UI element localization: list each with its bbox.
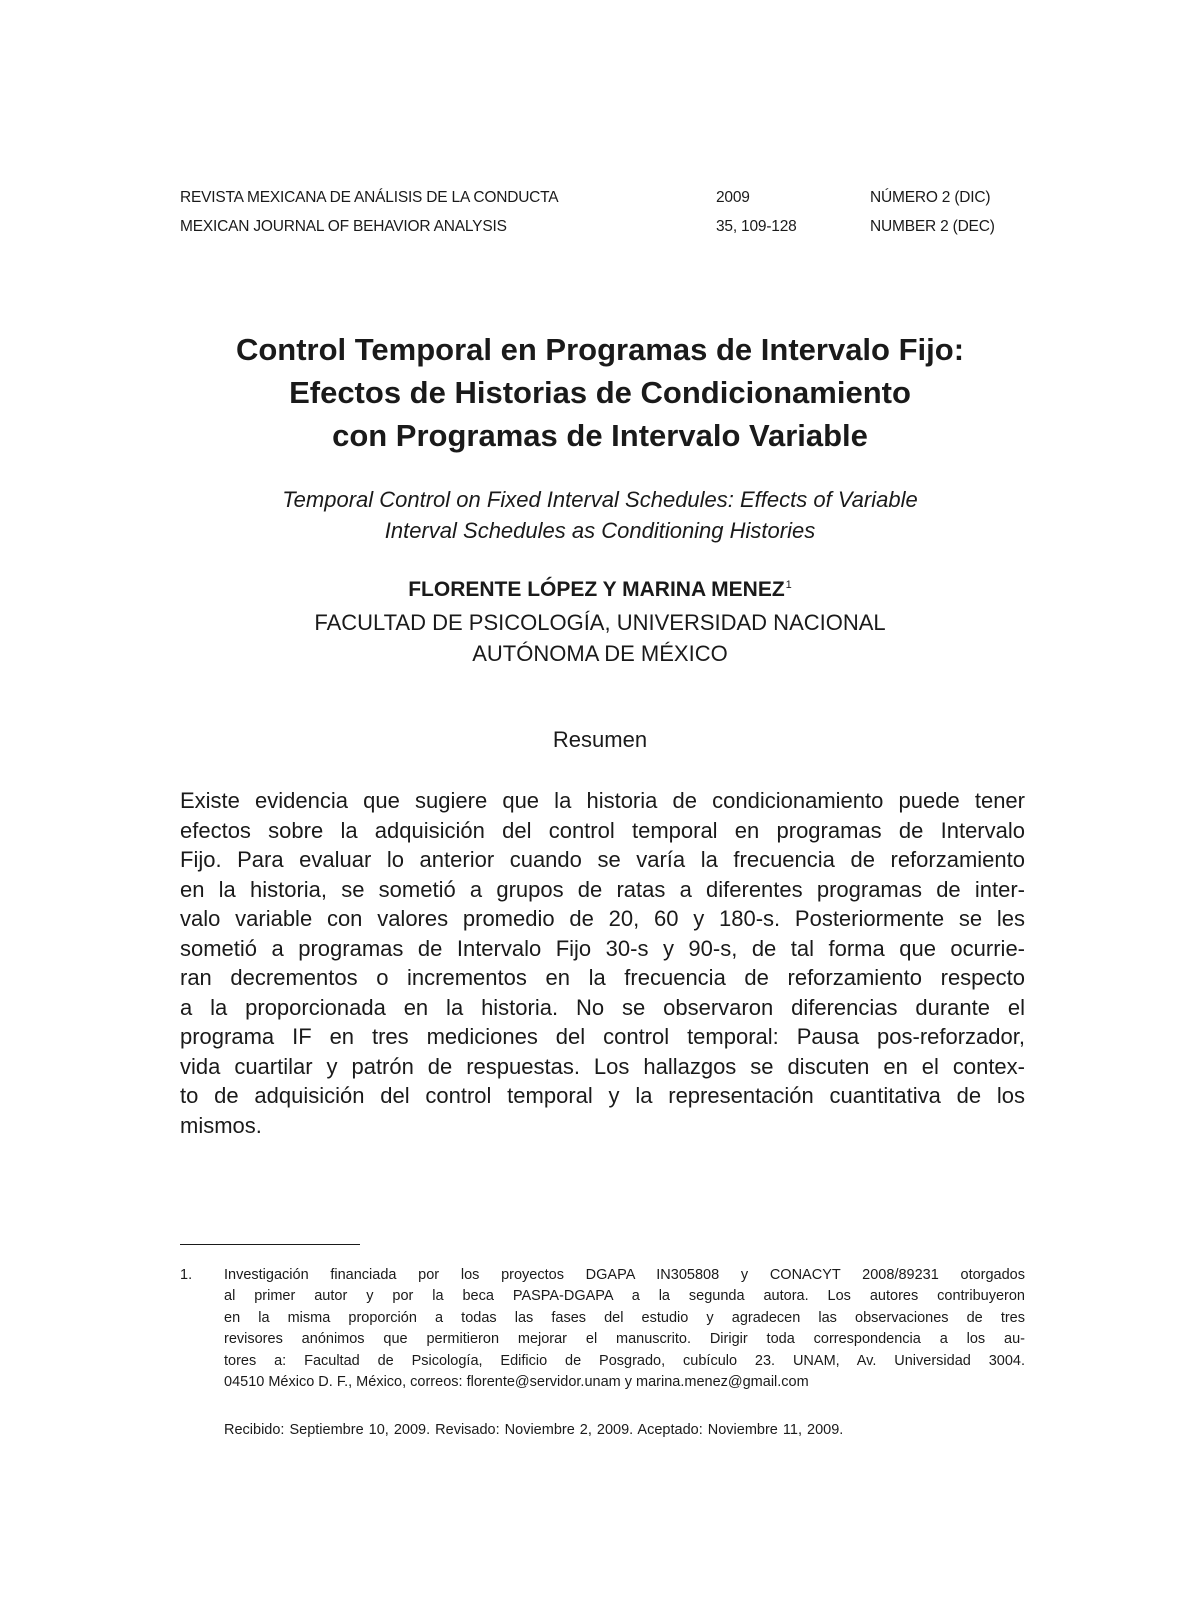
author-line <box>100 578 1100 602</box>
subtitle-line: Interval Schedules as Conditioning Histories <box>384 518 816 543</box>
header-row-english <box>180 218 1020 247</box>
article-subtitle-english <box>100 484 1100 546</box>
footnote-line: Investigación financiada por los proyectos DGAPA IN305808 y CONACYT 2008/89231 otorgados <box>224 1267 1025 1283</box>
author-affiliation <box>100 607 1100 669</box>
title-line: Efectos de Historias de Condicionamiento <box>289 375 911 410</box>
abstract-line: vida cuartilar y patrón de respuestas. Los hallazgos se discuten en el contex- <box>180 1053 1025 1079</box>
abstract-line: ran decrementos o incrementos en la frecuencia de reforzamiento respecto <box>180 965 1025 990</box>
footnote-line: tores a: Facultad de Psicología, Edificio de Posgrado, cubículo 23. UNAM, Av. Universidad 3004. <box>224 1352 1025 1369</box>
affiliation-line: FACULTAD DE PSICOLOGÍA, UNIVERSIDAD NACIONAL <box>314 610 886 635</box>
author-footnote-marker: 1 <box>785 579 792 591</box>
abstract-heading: Resumen <box>552 727 648 752</box>
subtitle-line: Temporal Control on Fixed Interval Schedules: Effects of Variable <box>282 487 918 512</box>
abstract-line: en la historia, se sometió a grupos de ratas a diferentes programas de inter- <box>180 876 1025 902</box>
abstract-line: programa IF en tres mediciones del control temporal: Pausa pos-reforzador, <box>180 1024 1025 1049</box>
abstract-line: a la proporcionada en la historia. No se observaron diferencias durante el <box>180 994 1025 1020</box>
abstract-line: Fijo. Para evaluar lo anterior cuando se varía la frecuencia de reforzamiento <box>180 847 1025 872</box>
journal-name-spanish: REVISTA MEXICANA DE ANÁLISIS DE LA CONDUCTA <box>180 189 559 206</box>
footnote-line: 04510 México D. F., México, correos: florente@servidor.unam y marina.menez@gmail.com <box>224 1374 809 1391</box>
abstract-line: valo variable con valores promedio de 20, 60 y 180-s. Posteriormente se les <box>180 906 1025 931</box>
publication-year: 2009 <box>716 189 750 206</box>
abstract-line: Existe evidencia que sugiere que la historia de condicionamiento puede tener <box>180 788 1025 813</box>
footnote-line: al primer autor y por la beca PASPA-DGAPA a la segunda autora. Los autores contribuyeron <box>224 1288 1025 1305</box>
volume-pages: 35, 109-128 <box>716 218 797 235</box>
abstract-line: efectos sobre la adquisición del control temporal en programas de Intervalo <box>180 817 1025 843</box>
abstract-body <box>180 786 1025 1140</box>
abstract-line: sometió a programas de Intervalo Fijo 30-s y 90-s, de tal forma que ocurrie- <box>180 935 1025 961</box>
author-names: FLORENTE LÓPEZ Y MARINA MENEZ <box>408 578 785 601</box>
article-title <box>100 328 1100 457</box>
header-row-spanish <box>180 189 1020 218</box>
abstract-line: mismos. <box>180 1112 262 1138</box>
title-line: con Programas de Intervalo Variable <box>332 418 868 453</box>
footnote-line: en la misma proporción a todas las fases del estudio y agradecen las observaciones de tres <box>224 1309 1025 1326</box>
footnote-divider <box>180 1244 360 1245</box>
footnote-number: 1. <box>180 1267 193 1283</box>
footnote <box>180 1265 1025 1393</box>
footnote-line: revisores anónimos que permitieron mejorar el manuscrito. Dirigir toda correspondencia a los au- <box>224 1331 1025 1348</box>
journal-name-english: MEXICAN JOURNAL OF BEHAVIOR ANALYSIS <box>180 218 507 235</box>
journal-header <box>180 189 1020 247</box>
title-line: Control Temporal en Programas de Intervalo Fijo: <box>235 332 965 367</box>
issue-number-spanish: NÚMERO 2 (DIC) <box>870 189 991 206</box>
submission-dates: Recibido: Septiembre 10, 2009. Revisado: Noviembre 2, 2009. Aceptado: Noviembre 11, 2009. <box>224 1422 844 1438</box>
issue-number-english: NUMBER 2 (DEC) <box>870 218 995 235</box>
abstract-line: to de adquisición del control temporal y la representación cuantitativa de los <box>180 1083 1025 1108</box>
affiliation-line: AUTÓNOMA DE MÉXICO <box>472 641 728 666</box>
footnote-body <box>224 1265 1025 1393</box>
